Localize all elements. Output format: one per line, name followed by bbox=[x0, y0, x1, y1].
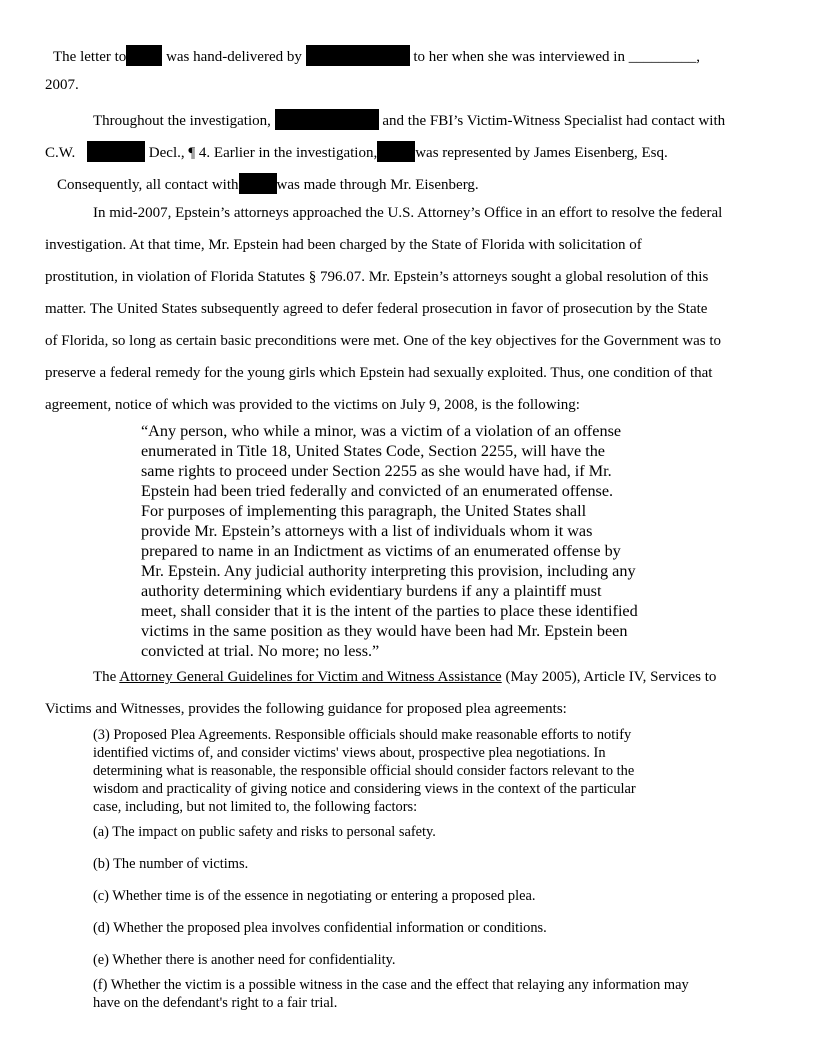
para3-line2: investigation. At that time, Mr. Epstein had been charged by the State of Florida with solicitation of bbox=[45, 237, 642, 253]
para1-line2 bbox=[45, 77, 79, 94]
factor-f-text-2: have on the defendant's right to a fair trial. bbox=[93, 995, 338, 1011]
redaction-box bbox=[275, 109, 379, 130]
para3-line1: In mid-2007, Epstein’s attorneys approached the U.S. Attorney’s Office in an effort to resolve the federal bbox=[93, 205, 723, 221]
quote-line: For purposes of implementing this paragraph, the United States shall bbox=[141, 502, 587, 520]
para3-line4: matter. The United States subsequently agreed to defer federal prosecution in favor of prosecution by the State bbox=[45, 301, 708, 317]
para2-text-f: Consequently, all contact with bbox=[57, 177, 239, 193]
para2-line1 bbox=[93, 109, 725, 130]
para3-line5: of Florida, so long as certain basic preconditions were met. One of the key objectives for the Government was to bbox=[45, 333, 722, 349]
factor-a-text: (a) The impact on public safety and risks to personal safety. bbox=[93, 824, 436, 840]
factor-d-text: (d) Whether the proposed plea involves confidential information or conditions. bbox=[93, 920, 547, 936]
guide-line: determining what is reasonable, the responsible official should consider factors relevant to the bbox=[93, 763, 635, 779]
para3-line6: preserve a federal remedy for the young girls which Epstein had sexually exploited. Thus, one condition of that bbox=[45, 365, 713, 381]
quote-line: same rights to proceed under Section 2255 as she would have had, if Mr. bbox=[141, 462, 612, 480]
para2-line3 bbox=[57, 173, 479, 194]
quote-line: provide Mr. Epstein’s attorneys with a list of individuals whom it was bbox=[141, 522, 593, 540]
para2-line2 bbox=[45, 141, 668, 162]
quote-line: Mr. Epstein. Any judicial authority interpreting this provision, including any bbox=[141, 562, 636, 580]
para4-text-a: The bbox=[93, 669, 117, 685]
para2-text-a: Throughout the investigation, bbox=[93, 113, 271, 129]
para1-text-b: was hand-delivered by bbox=[166, 49, 302, 65]
redaction-box bbox=[87, 141, 145, 162]
quote-line: convicted at trial. No more; no less.” bbox=[141, 642, 380, 660]
para1-text-d: 2007. bbox=[45, 77, 79, 93]
redaction-box bbox=[377, 141, 415, 162]
factor-e bbox=[93, 951, 773, 969]
factor-c bbox=[93, 887, 773, 905]
factor-f-text-1: (f) Whether the victim is a possible witness in the case and the effect that relaying any information may bbox=[93, 977, 689, 993]
quote-line: enumerated in Title 18, United States Code, Section 2255, will have the bbox=[141, 442, 605, 460]
guide-line: case, including, but not limited to, the following factors: bbox=[93, 799, 418, 815]
para1-text-c: to her when she was interviewed in _________, bbox=[413, 49, 700, 65]
para4-line2: Victims and Witnesses, provides the following guidance for proposed plea agreements: bbox=[45, 701, 567, 717]
guide-line: wisdom and practicality of giving notice and considering views in the context of the particular bbox=[93, 781, 636, 797]
factor-d bbox=[93, 919, 773, 937]
para2-text-d: Decl., ¶ 4. Earlier in the investigation, bbox=[148, 145, 378, 161]
redaction-box bbox=[306, 45, 410, 66]
quote-line: “Any person, who while a minor, was a victim of a violation of an offense bbox=[141, 422, 622, 440]
quote-line: prepared to name in an Indictment as victims of an enumerated offense by bbox=[141, 542, 621, 560]
quote-line: meet, shall consider that it is the intent of the parties to place these identified bbox=[141, 602, 638, 620]
guide-line: (3) Proposed Plea Agreements. Responsible officials should make reasonable efforts to notify bbox=[93, 727, 632, 743]
para4-line1 bbox=[93, 669, 716, 686]
redaction-box bbox=[239, 173, 277, 194]
para3-line7: agreement, notice of which was provided to the victims on July 9, 2008, is the following: bbox=[45, 397, 580, 413]
quote-line: authority determining which evidentiary burdens if any a plaintiff must bbox=[141, 582, 602, 600]
factor-a bbox=[93, 823, 773, 841]
factor-c-text: (c) Whether time is of the essence in negotiating or entering a proposed plea. bbox=[93, 888, 536, 904]
factor-f bbox=[93, 976, 773, 1012]
para2-text-e: was represented by James Eisenberg, Esq. bbox=[415, 145, 668, 161]
factor-b-text: (b) The number of victims. bbox=[93, 856, 249, 872]
factor-e-text: (e) Whether there is another need for confidentiality. bbox=[93, 952, 396, 968]
para4-text-b: (May 2005), Article IV, Services to bbox=[505, 669, 717, 685]
guidelines-intro bbox=[93, 726, 773, 816]
agreement-quote bbox=[141, 421, 686, 661]
para1-line1 bbox=[53, 45, 700, 66]
redaction-box bbox=[126, 45, 162, 66]
para2-text-g: was made through Mr. Eisenberg. bbox=[276, 177, 479, 193]
guide-line: identified victims of, and consider victims' views about, prospective plea negotiations. In bbox=[93, 745, 606, 761]
factor-b bbox=[93, 855, 773, 873]
quote-line: Epstein had been tried federally and convicted of an enumerated offense. bbox=[141, 482, 614, 500]
guidelines-title: Attorney General Guidelines for Victim and Witness Assistance bbox=[119, 669, 502, 685]
para1-text-a: The letter to bbox=[53, 49, 127, 65]
quote-line: victims in the same position as they would have been had Mr. Epstein been bbox=[141, 622, 628, 640]
para3-line3: prostitution, in violation of Florida Statutes § 796.07. Mr. Epstein’s attorneys sought a global resolution of this bbox=[45, 269, 709, 285]
para2-text-c: C.W. bbox=[45, 145, 76, 161]
para2-text-b: and the FBI’s Victim-Witness Specialist had contact with bbox=[382, 113, 726, 129]
